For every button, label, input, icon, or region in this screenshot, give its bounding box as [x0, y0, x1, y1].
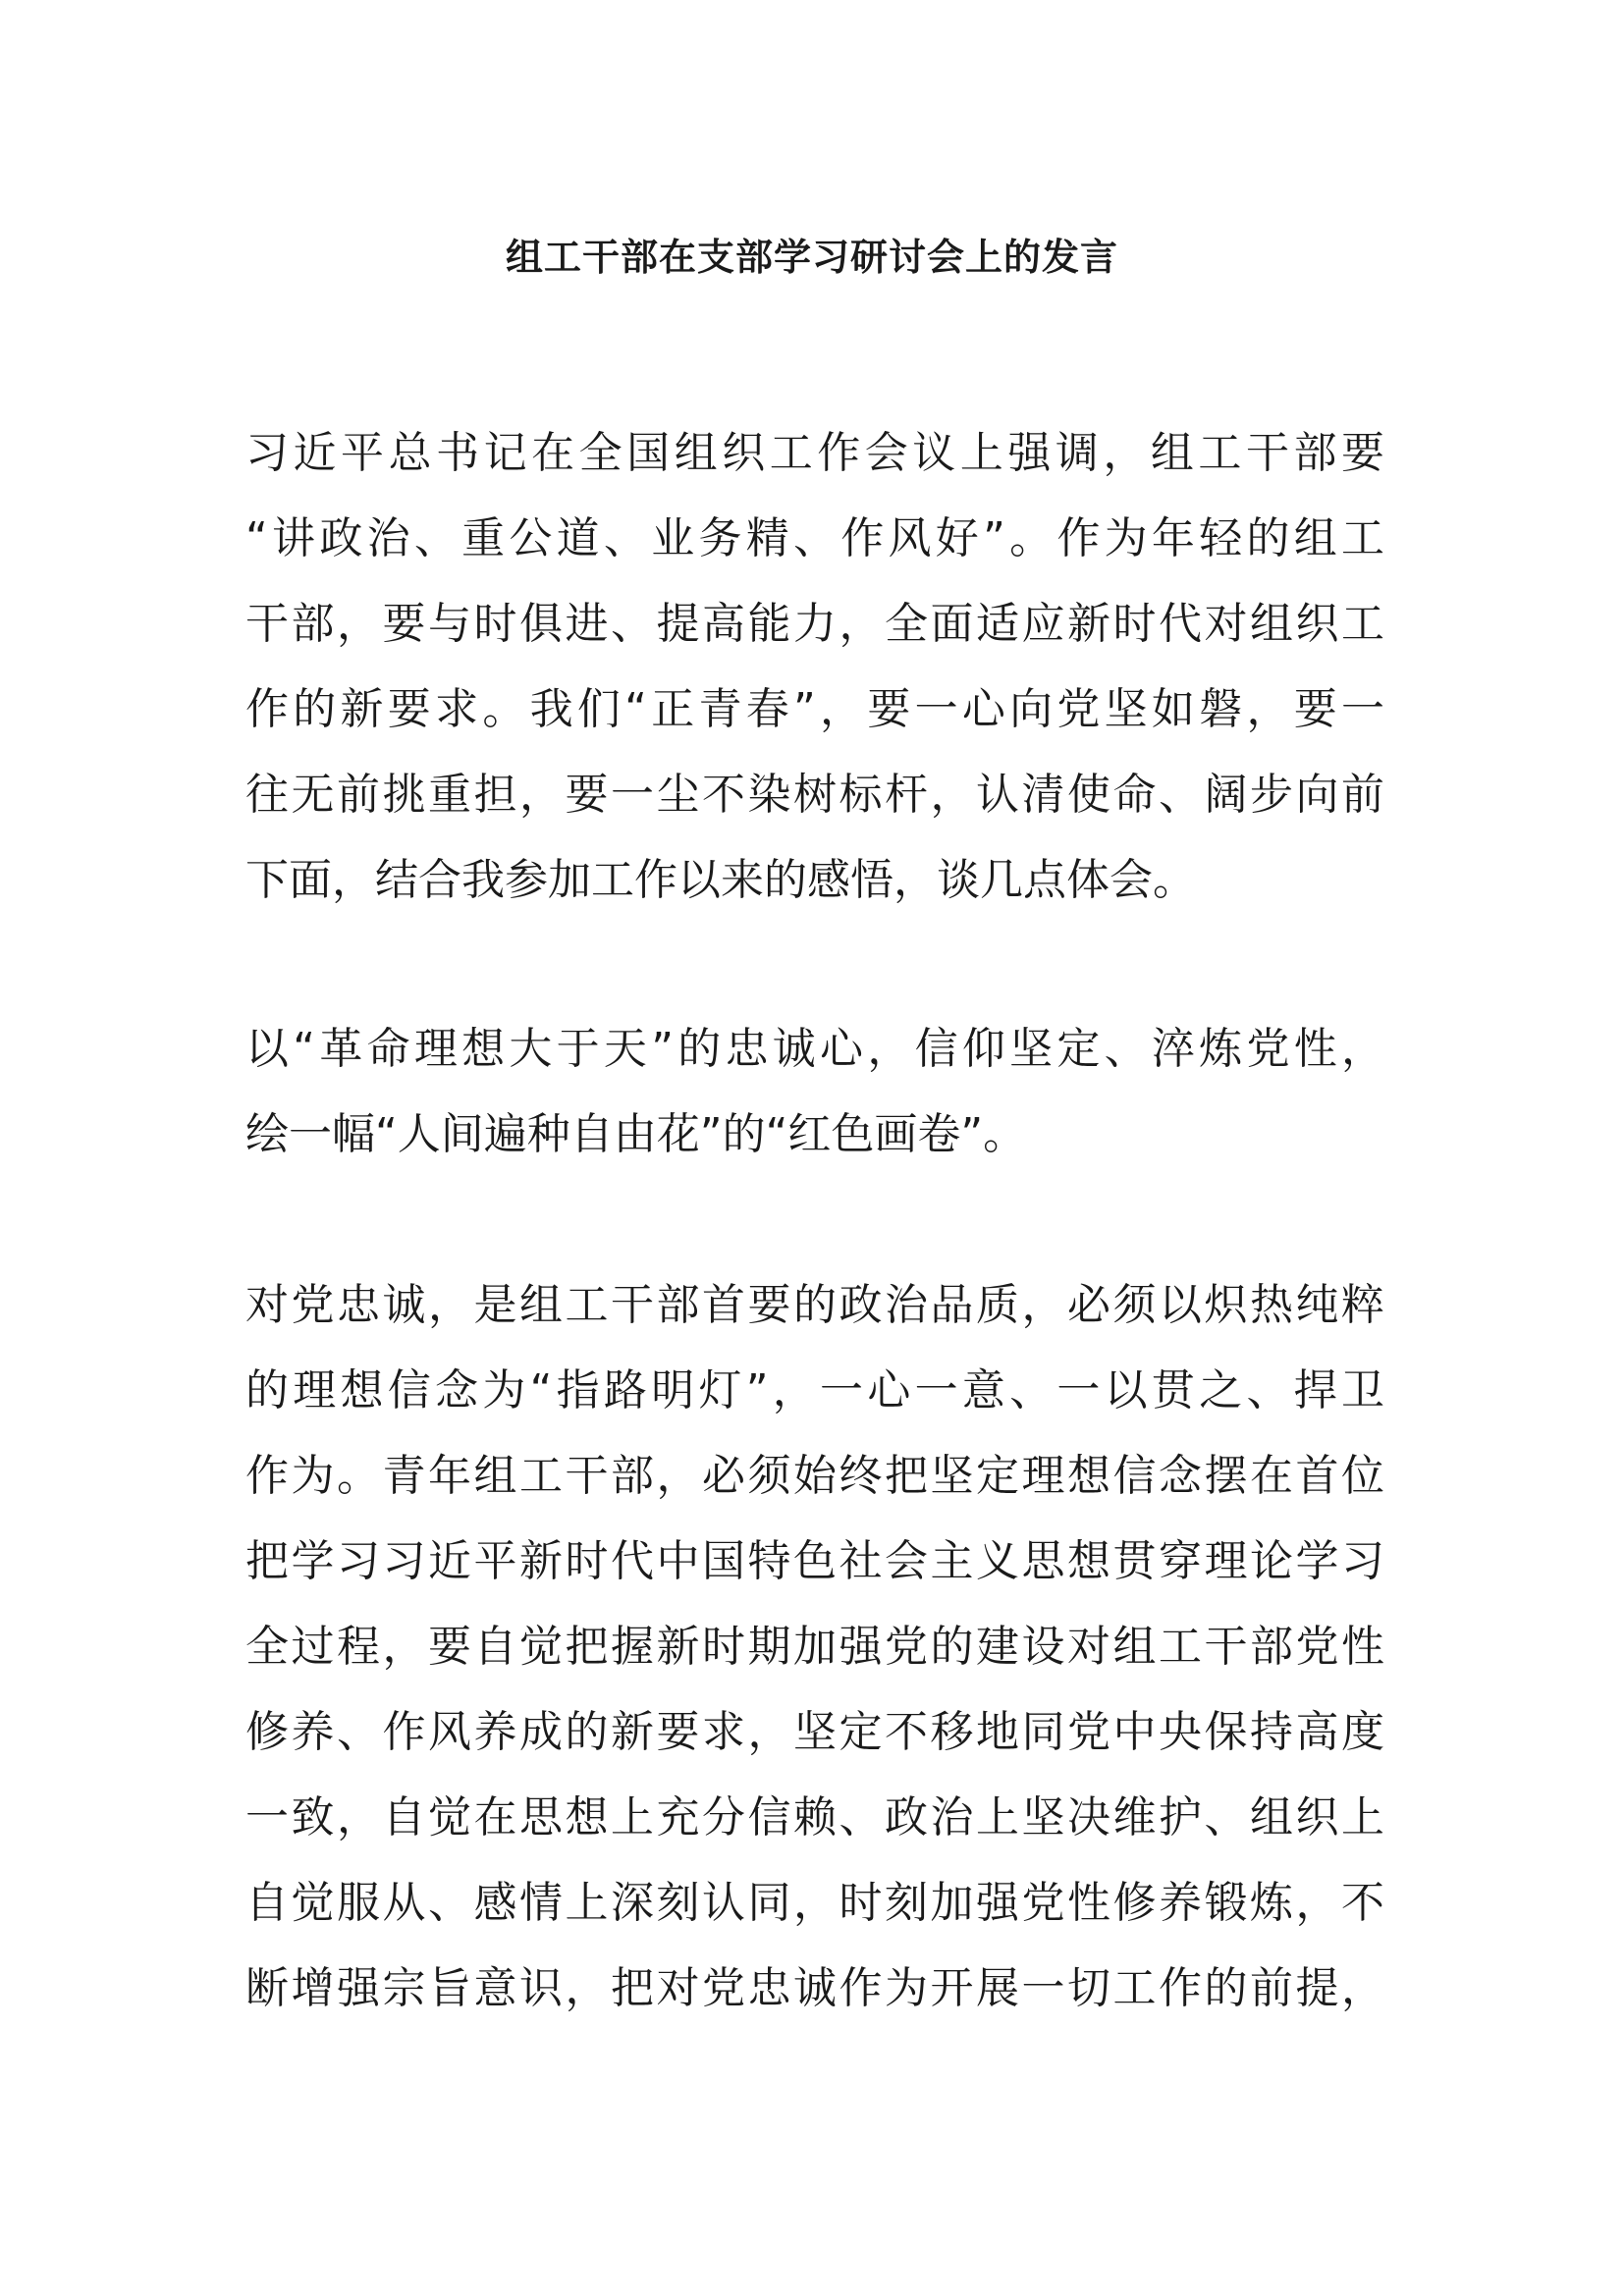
paragraph-line: 对党忠诚，是组工干部首要的政治品质，必须以炽热纯粹	[245, 1280, 1384, 1330]
paragraph-line: 以“革命理想大于天”的忠诚心，信仰坚定、淬炼党性，	[245, 1024, 1384, 1074]
paragraph-line: 把学习习近平新时代中国特色社会主义思想贯穿理论学习	[245, 1536, 1384, 1586]
paragraph-line: 一致，自觉在思想上充分信赖、政治上坚决维护、组织上	[245, 1792, 1384, 1842]
paragraph-intro	[245, 410, 1384, 923]
paragraph-body	[245, 1262, 1384, 2031]
paragraph-line: 全过程，要自觉把握新时期加强党的建设对组工干部党性	[245, 1622, 1384, 1672]
paragraph-line: 往无前挑重担，要一尘不染树标杆，认清使命、阔步向前	[245, 770, 1384, 820]
paragraph-line: 习近平总书记在全国组织工作会议上强调，组工干部要	[245, 428, 1384, 478]
paragraph-line: 作的新要求。我们“正青春”，要一心向党坚如磐，要一	[245, 684, 1384, 734]
document-title: 组工干部在支部学习研讨会上的发言	[505, 236, 1118, 279]
paragraph-line: 的理想信念为“指路明灯”，一心一意、一以贯之、捍卫	[245, 1365, 1384, 1415]
paragraph-line: 绘一幅“人间遍种自由花”的“红色画卷”。	[245, 1109, 1027, 1159]
paragraph-line: 断增强宗旨意识，把对党忠诚作为开展一切工作的前提，	[245, 1963, 1384, 2013]
paragraph-line: “讲政治、重公道、业务精、作风好”。作为年轻的组工	[245, 513, 1384, 563]
paragraph-line: 修养、作风养成的新要求，坚定不移地同党中央保持高度	[245, 1707, 1384, 1757]
paragraph-line: 作为。青年组工干部，必须始终把坚定理想信念摆在首位	[245, 1451, 1384, 1501]
paragraph-line: 自觉服从、感情上深刻认同，时刻加强党性修养锻炼，不	[245, 1878, 1384, 1928]
paragraph-section-heading	[245, 1006, 1384, 1177]
paragraph-line: 干部，要与时俱进、提高能力，全面适应新时代对组织工	[245, 599, 1384, 649]
paragraph-line: 下面，结合我参加工作以来的感悟，谈几点体会。	[245, 855, 1196, 905]
